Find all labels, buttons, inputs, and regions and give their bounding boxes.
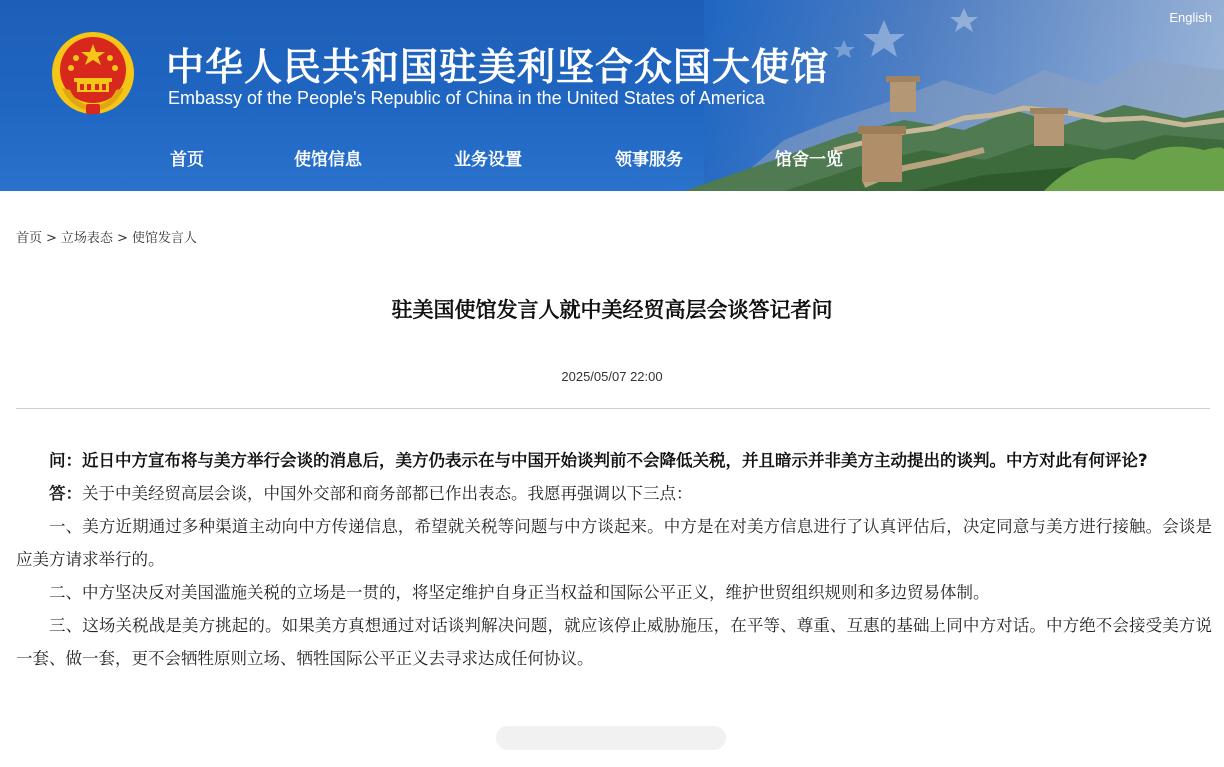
national-emblem-icon (50, 30, 136, 116)
article-body (16, 444, 1212, 675)
header-banner (0, 0, 1224, 191)
answer-label: 答： (49, 484, 82, 503)
nav-item-services[interactable]: 业务设置 (454, 150, 522, 170)
point-two-paragraph: 二、中方坚决反对美国滥施关税的立场是一贯的，将坚定维护自身正当权益和国际公平正义，维护世贸组织规则和多边贸易体制。 (49, 583, 990, 602)
site-title-chinese: 中华人民共和国驻美利坚合众国大使馆 (166, 45, 830, 89)
english-language-link[interactable]: English (1169, 10, 1212, 25)
watermark-overlay (496, 726, 726, 750)
point-three-paragraph: 三、这场关税战是美方挑起的。如果美方真想通过对话谈判解决问题，就应该停止威胁施压，在平等、尊重、互惠的基础上同中方对话。中方绝不会接受美方说一套、做一套，更不会牺牲原则立场、牺牲国际公平正义去寻求达成任何协议。 (16, 616, 1212, 668)
breadcrumb (16, 227, 197, 246)
answer-intro-text: 关于中美经贸高层会谈，中国外交部和商务部都已作出表态。我愿再强调以下三点： (82, 484, 693, 503)
nav-item-consular[interactable]: 领事服务 (615, 150, 683, 170)
answer-intro-paragraph (16, 477, 1212, 510)
title-divider (16, 408, 1210, 409)
breadcrumb-spokesperson[interactable]: 使馆发言人 (131, 231, 197, 246)
breadcrumb-position-statements[interactable]: 立场表态 (60, 231, 113, 246)
nav-item-home[interactable]: 首页 (170, 150, 204, 170)
article-title: 驻美国使馆发言人就中美经贸高层会谈答记者问 (391, 298, 833, 322)
question-paragraph: 问：近日中方宣布将与美方举行会谈的消息后，美方仍表示在与中国开始谈判前不会降低关税，并且暗示并非美方主动提出的谈判。中方对此有何评论? (49, 451, 1148, 470)
breadcrumb-home[interactable]: 首页 (16, 231, 43, 246)
breadcrumb-separator: > (46, 231, 57, 246)
nav-item-premises[interactable]: 馆舍一览 (775, 150, 843, 170)
site-title-english: Embassy of the People's Republic of China in the United States of America (168, 88, 765, 108)
article-date: 2025/05/07 22:00 (561, 369, 663, 384)
main-navigation (0, 145, 900, 171)
point-one-paragraph: 一、美方近期通过多种渠道主动向中方传递信息，希望就关税等问题与中方谈起来。中方是在对美方信息进行了认真评估后，决定同意与美方进行接触。会谈是应美方请求举行的。 (16, 517, 1212, 569)
breadcrumb-separator: > (116, 231, 128, 246)
nav-item-embassy-info[interactable]: 使馆信息 (294, 150, 362, 170)
